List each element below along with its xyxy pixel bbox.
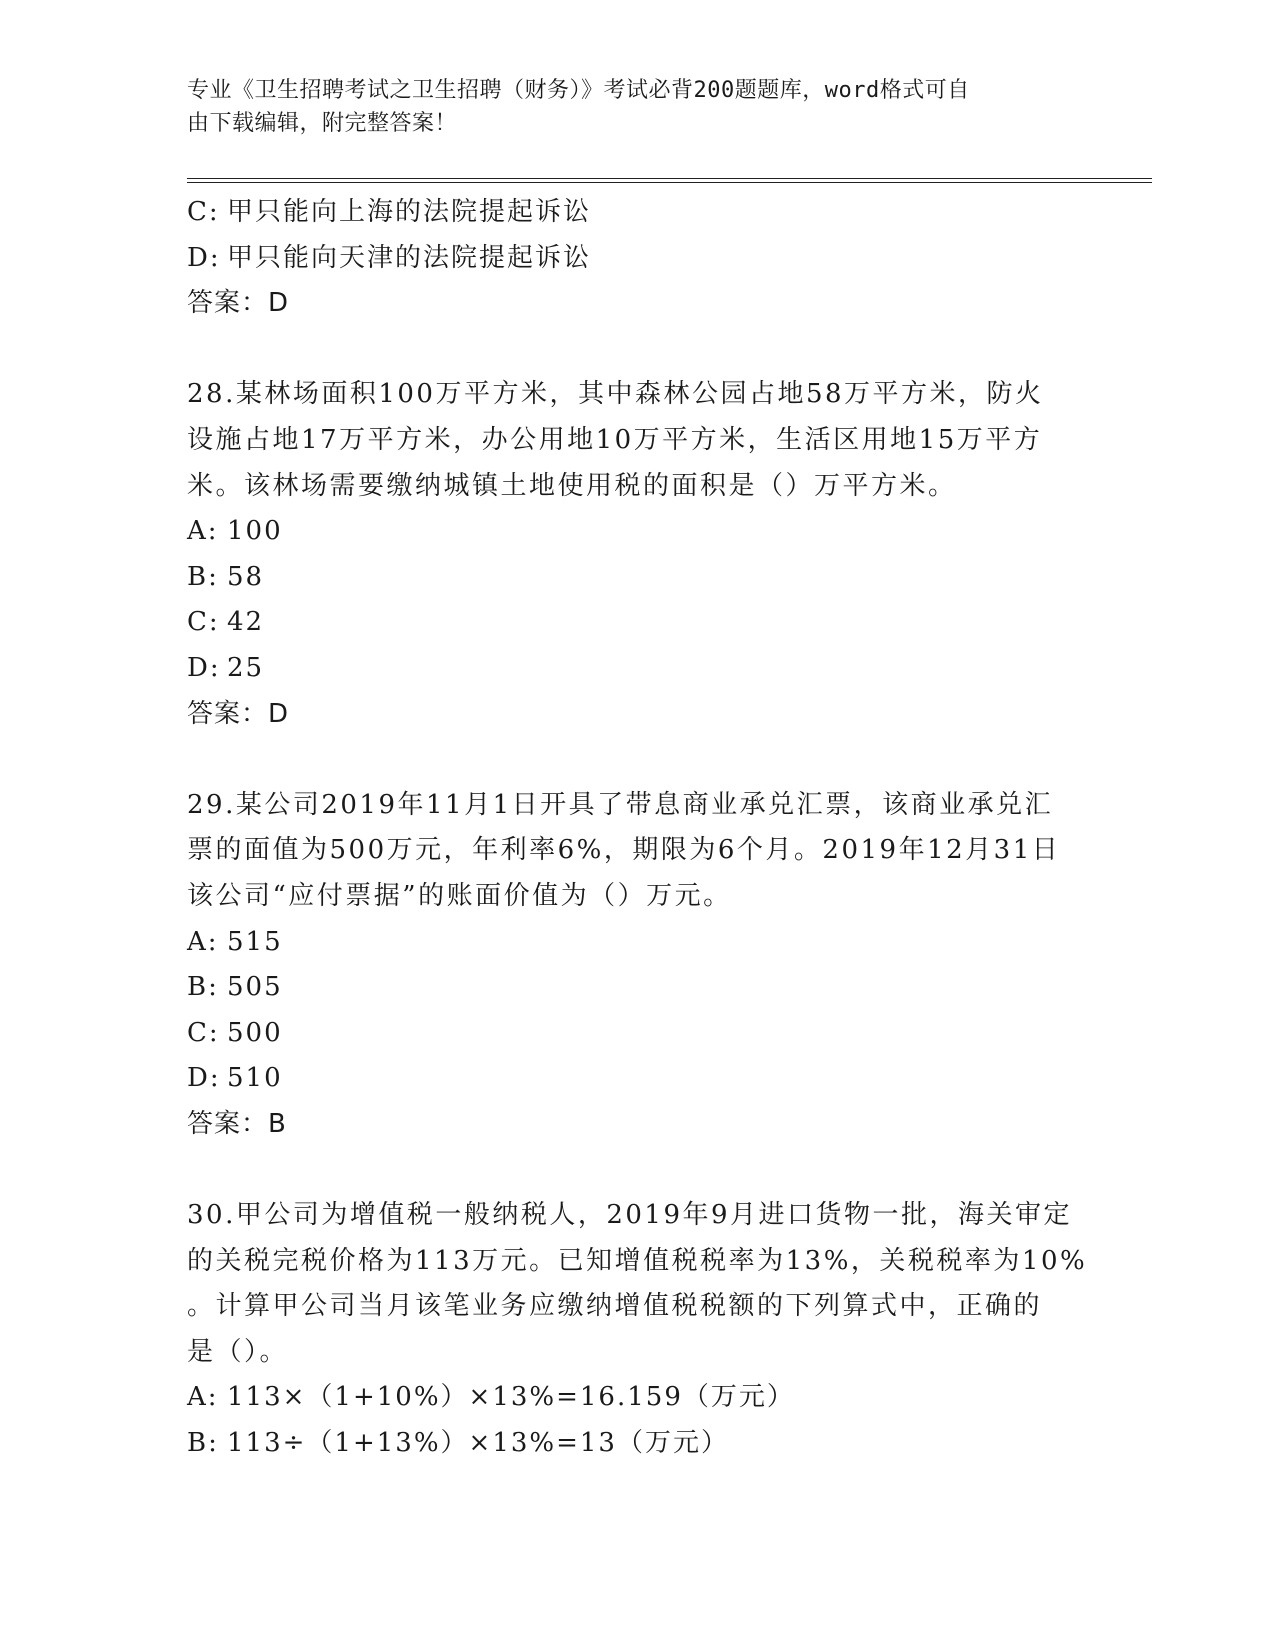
option-d	[187, 646, 1087, 692]
option-key: B:	[187, 561, 219, 592]
option-key: B:	[187, 1428, 219, 1459]
option-key: A:	[187, 1382, 219, 1413]
answer-line: 答案：D	[187, 288, 290, 319]
option-text: 58	[227, 561, 265, 592]
question-line: 。计算甲公司当月该笔业务应缴纳增值税税额的下列算式中，正确的	[187, 1291, 1043, 1322]
question-line: 29.某公司2019年11月1日开具了带息商业承兑汇票，该商业承兑汇	[187, 789, 1054, 820]
option-key: D:	[187, 652, 221, 683]
option-text: 510	[227, 1063, 283, 1094]
option-key: D:	[187, 1063, 221, 1094]
question-30	[187, 1193, 1087, 1467]
option-a	[187, 920, 1087, 966]
header-divider-thin	[187, 178, 1152, 179]
question-list	[187, 190, 1087, 1467]
option-text: 505	[227, 972, 283, 1003]
question-29	[187, 783, 1087, 1148]
option-text: 甲只能向上海的法院提起诉讼	[227, 197, 592, 227]
question-text	[187, 372, 1087, 509]
header-title-line-2: 由下载编辑，附完整答案！	[187, 111, 458, 136]
option-c	[187, 600, 1087, 646]
option-b	[187, 555, 1087, 601]
option-text: 515	[227, 926, 283, 957]
option-text: 500	[227, 1017, 283, 1048]
header-title-line-1: 专业《卫生招聘考试之卫生招聘（财务）》考试必背200题题库，word格式可自	[187, 78, 970, 103]
question-text	[187, 783, 1087, 920]
answer-line: 答案：B	[187, 1108, 287, 1139]
option-b	[187, 965, 1087, 1011]
answer-line: 答案：D	[187, 698, 290, 729]
option-b	[187, 1421, 1087, 1467]
option-text: 113÷（1+13%）×13%=13（万元）	[227, 1428, 729, 1459]
option-text: 100	[227, 516, 283, 547]
question-line: 28.某林场面积100万平方米，其中森林公园占地58万平方米，防火	[187, 379, 1044, 410]
question-line: 米。该林场需要缴纳城镇土地使用税的面积是（）万平方米。	[187, 470, 957, 501]
option-key: C:	[187, 607, 220, 638]
option-a	[187, 1375, 1087, 1421]
question-text	[187, 1193, 1087, 1375]
question-line: 设施占地17万平方米，办公用地10万平方米，生活区用地15万平方	[187, 424, 1043, 455]
option-key: B:	[187, 972, 219, 1003]
spacer	[187, 327, 1087, 373]
option-d	[187, 236, 1087, 282]
option-c	[187, 190, 1087, 236]
option-text: 113×（1+10%）×13%=16.159（万元）	[227, 1382, 795, 1413]
option-key: A:	[187, 926, 219, 957]
option-d	[187, 1056, 1087, 1102]
option-key: C:	[187, 1017, 220, 1048]
option-text: 25	[227, 652, 265, 683]
document-header	[187, 74, 1067, 140]
option-a	[187, 509, 1087, 555]
spacer	[187, 1147, 1087, 1193]
option-text: 甲只能向天津的法院提起诉讼	[227, 242, 592, 273]
question-line: 是（）。	[187, 1336, 289, 1367]
question-28	[187, 372, 1087, 737]
header-divider-thick	[187, 182, 1152, 183]
question-line: 30.甲公司为增值税一般纳税人，2019年9月进口货物一批，海关审定	[187, 1200, 1073, 1231]
option-key: A:	[187, 516, 219, 547]
question-line: 票的面值为500万元，年利率6%，期限为6个月。2019年12月31日	[187, 835, 1061, 866]
option-text: 42	[227, 607, 265, 638]
question-line: 该公司“应付票据”的账面价值为（）万元。	[187, 880, 732, 911]
option-c	[187, 1011, 1087, 1057]
question-27-tail	[187, 190, 1087, 327]
option-key: C:	[187, 197, 220, 227]
option-key: D:	[187, 242, 221, 273]
spacer	[187, 737, 1087, 783]
question-line: 的关税完税价格为113万元。已知增值税税率为13%，关税税率为10%	[187, 1245, 1088, 1276]
